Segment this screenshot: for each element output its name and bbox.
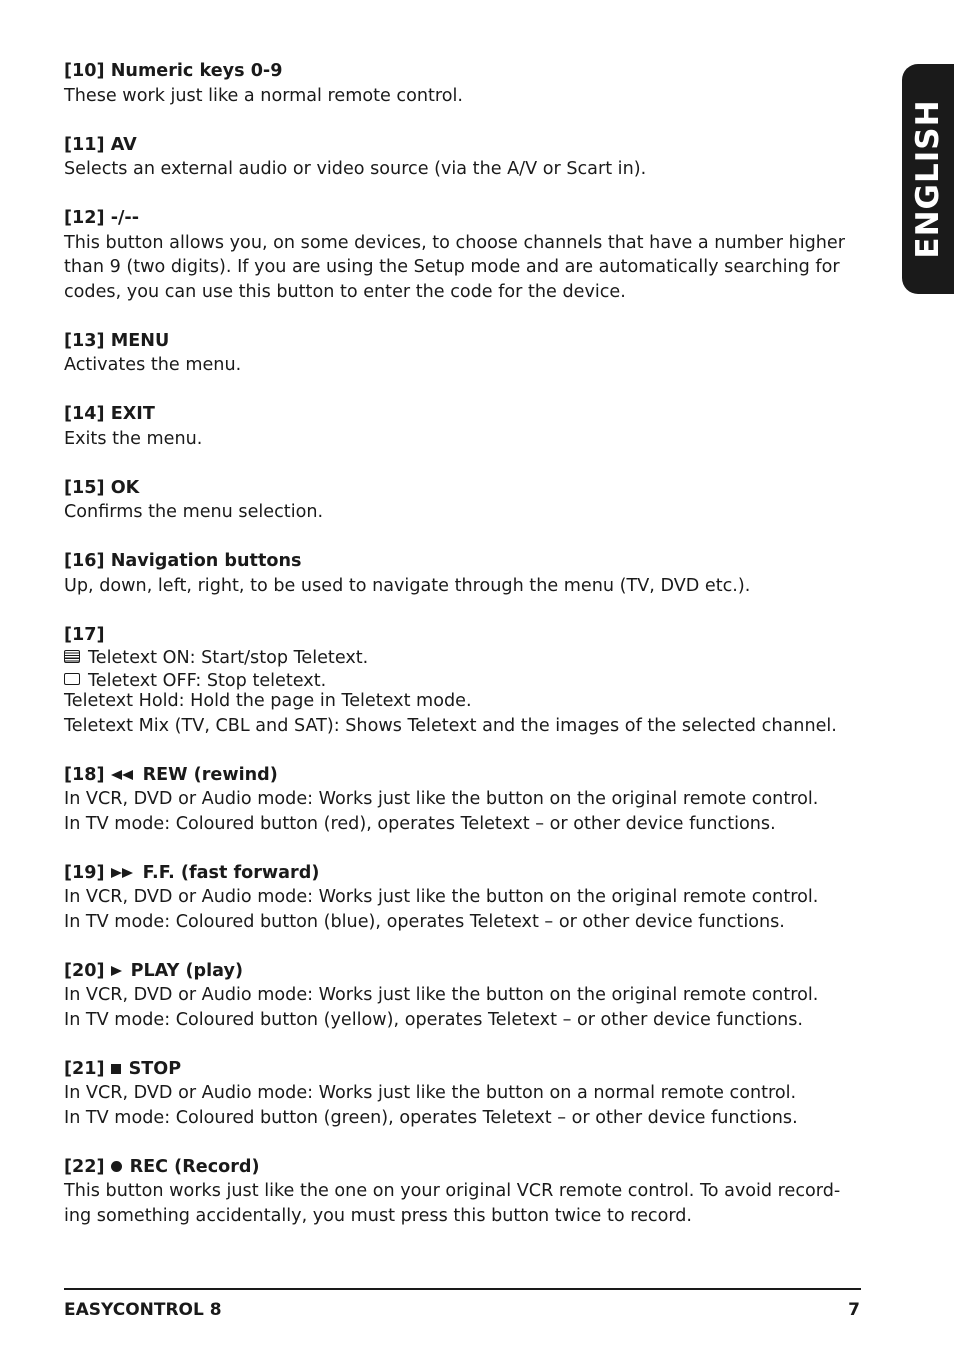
section-20-title xyxy=(64,959,854,984)
section-21-line: In TV mode: Coloured button (green), operates Teletext – or other device functions. xyxy=(64,1107,798,1128)
teletext-off-icon xyxy=(64,673,80,685)
section-20-line: In TV mode: Coloured button (yellow), operates Teletext – or other device functions. xyxy=(64,1009,804,1030)
section-16 xyxy=(64,549,854,598)
record-icon xyxy=(111,1161,122,1172)
section-20-number: [20] xyxy=(64,960,105,981)
play-icon xyxy=(111,966,123,976)
section-13 xyxy=(64,329,854,378)
section-12 xyxy=(64,206,854,304)
section-22-title xyxy=(64,1155,854,1180)
section-21 xyxy=(64,1057,854,1131)
section-18-line: In VCR, DVD or Audio mode: Works just like the button on the original remote control. xyxy=(64,789,819,809)
section-22-name: REC (Record) xyxy=(129,1156,260,1177)
fast-forward-icon xyxy=(111,868,135,878)
section-16-text: Up, down, left, right, to be used to navigate through the menu (TV, DVD etc.). xyxy=(64,575,751,596)
section-12-line: than 9 (two digits). If you are using the Setup mode and are automatically searching for xyxy=(64,257,840,277)
section-22-line: This button works just like the one on your original VCR remote control. To avoid record- xyxy=(64,1181,841,1201)
section-21-number: [21] xyxy=(64,1058,105,1079)
section-20-line: In VCR, DVD or Audio mode: Works just like the button on the original remote control. xyxy=(64,985,819,1005)
section-10-title: [10] Numeric keys 0-9 xyxy=(64,61,283,81)
section-20-name: PLAY (play) xyxy=(130,960,243,981)
section-18 xyxy=(64,763,854,837)
footer-product-name: EASYCONTROL 8 xyxy=(64,1300,222,1320)
section-16-title: [16] Navigation buttons xyxy=(64,551,302,571)
section-19-name: F.F. (fast forward) xyxy=(142,862,320,883)
language-tab-label: ENGLISH xyxy=(910,99,946,259)
section-12-line: codes, you can use this button to enter the code for the device. xyxy=(64,281,626,302)
teletext-on-icon xyxy=(64,650,80,663)
section-11 xyxy=(64,133,854,182)
section-19 xyxy=(64,861,854,935)
stop-icon xyxy=(111,1064,121,1074)
teletext-off-text: Teletext OFF: Stop teletext. xyxy=(88,671,327,691)
teletext-hold-text: Teletext Hold: Hold the page in Teletext mode. xyxy=(64,691,472,711)
section-14 xyxy=(64,402,854,451)
section-13-title: [13] MENU xyxy=(64,330,170,351)
section-14-text: Exits the menu. xyxy=(64,428,203,449)
section-12-line: This button allows you, on some devices, to choose channels that have a number higher xyxy=(64,232,845,253)
section-18-line: In TV mode: Coloured button (red), operates Teletext – or other device functions. xyxy=(64,813,776,834)
page-number: 7 xyxy=(848,1300,860,1320)
section-22 xyxy=(64,1155,854,1229)
section-21-name: STOP xyxy=(128,1058,182,1079)
section-11-title: [11] AV xyxy=(64,134,137,155)
section-10 xyxy=(64,59,854,108)
section-19-line: In VCR, DVD or Audio mode: Works just like the button on the original remote control. xyxy=(64,887,819,907)
section-17-title: [17] xyxy=(64,624,105,645)
section-15 xyxy=(64,476,854,525)
section-21-title xyxy=(64,1057,854,1082)
teletext-on-row xyxy=(64,647,854,670)
rewind-icon xyxy=(111,770,135,780)
section-21-line: In VCR, DVD or Audio mode: Works just like the button on a normal remote control. xyxy=(64,1083,797,1103)
section-22-line: ing something accidentally, you must press this button twice to record. xyxy=(64,1205,693,1226)
section-11-text: Selects an external audio or video source (via the A/V or Scart in). xyxy=(64,159,647,179)
section-10-text: These work just like a normal remote control. xyxy=(64,85,464,106)
manual-content xyxy=(64,59,854,1253)
section-22-number: [22] xyxy=(64,1156,105,1177)
section-18-name: REW (rewind) xyxy=(142,764,278,785)
section-12-title: [12] -/-- xyxy=(64,208,140,228)
section-18-number: [18] xyxy=(64,764,105,785)
language-tab xyxy=(902,64,954,294)
teletext-mix-text: Teletext Mix (TV, CBL and SAT): Shows Teletext and the images of the selected channel. xyxy=(64,715,837,736)
section-14-title: [14] EXIT xyxy=(64,404,155,424)
footer-rule xyxy=(64,1288,861,1290)
section-19-title xyxy=(64,861,854,886)
section-19-number: [19] xyxy=(64,862,105,883)
section-15-title: [15] OK xyxy=(64,477,140,498)
section-13-text: Activates the menu. xyxy=(64,355,242,375)
section-19-line: In TV mode: Coloured button (blue), operates Teletext – or other device functions. xyxy=(64,911,785,932)
section-18-title xyxy=(64,763,854,788)
section-15-text: Confirms the menu selection. xyxy=(64,502,324,522)
section-20 xyxy=(64,959,854,1033)
section-17 xyxy=(64,623,854,739)
teletext-on-text: Teletext ON: Start/stop Teletext. xyxy=(88,648,369,668)
